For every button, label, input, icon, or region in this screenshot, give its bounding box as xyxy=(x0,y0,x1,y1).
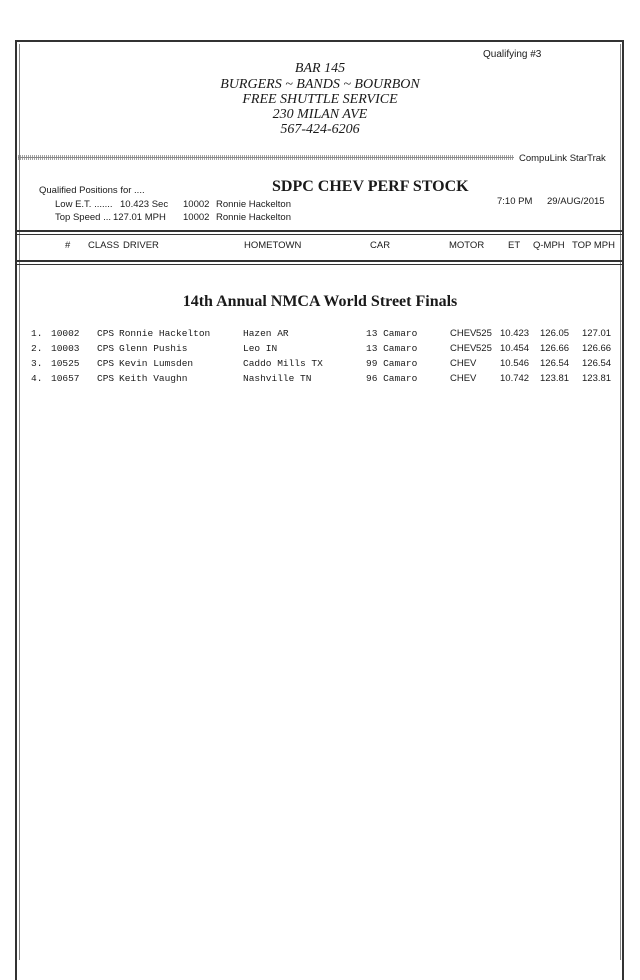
separator-line xyxy=(18,157,514,158)
row-position: 3. xyxy=(31,358,43,369)
row-driver: Ronnie Hackelton xyxy=(119,328,211,339)
row-motor: CHEV xyxy=(450,358,477,369)
row-et: 10.423 xyxy=(500,328,530,339)
row-position: 1. xyxy=(31,328,43,339)
col-qmph: Q-MPH xyxy=(533,240,565,251)
low-et-car: 10002 xyxy=(183,199,210,210)
table-row xyxy=(0,358,640,373)
row-motor: CHEV xyxy=(450,373,477,384)
col-car: CAR xyxy=(370,240,391,251)
row-cid: 525 xyxy=(476,328,492,339)
col-num: # xyxy=(65,240,71,251)
row-motor: CHEV xyxy=(450,343,477,354)
row-hometown: Caddo Mills TX xyxy=(243,358,323,369)
row-car: 13 Camaro xyxy=(366,328,418,339)
col-driver: DRIVER xyxy=(123,240,159,251)
header-rule-top-thin xyxy=(17,234,623,235)
row-car-number: 10525 xyxy=(51,358,80,369)
table-row xyxy=(0,328,640,343)
race-date: 29/AUG/2015 xyxy=(547,196,605,207)
ad-line-1: BAR 145 xyxy=(294,61,346,76)
row-et: 10.742 xyxy=(500,373,530,384)
row-topmph: 123.81 xyxy=(582,373,612,384)
system-label: CompuLink StarTrak xyxy=(519,153,606,164)
frame-rule-right xyxy=(620,44,621,960)
row-car-number: 10657 xyxy=(51,373,80,384)
top-speed-car: 10002 xyxy=(183,212,210,223)
row-class: CPS xyxy=(97,373,115,384)
race-time: 7:10 PM xyxy=(497,196,533,207)
class-title: SDPC CHEV PERF STOCK xyxy=(272,178,469,195)
low-et-driver: Ronnie Hackelton xyxy=(216,199,291,210)
event-title: 14th Annual NMCA World Street Finals xyxy=(182,293,458,310)
row-hometown: Leo IN xyxy=(243,343,278,354)
row-motor: CHEV xyxy=(450,328,477,339)
row-qmph: 126.54 xyxy=(540,358,570,369)
row-et: 10.454 xyxy=(500,343,530,354)
col-motor: MOTOR xyxy=(449,240,485,251)
top-speed-driver: Ronnie Hackelton xyxy=(216,212,291,223)
row-car-number: 10003 xyxy=(51,343,80,354)
row-car-number: 10002 xyxy=(51,328,80,339)
row-class: CPS xyxy=(97,343,115,354)
qualified-positions-label: Qualified Positions for .... xyxy=(39,185,145,196)
low-et-value: 10.423 Sec xyxy=(120,199,169,210)
col-topmph: TOP MPH xyxy=(572,240,615,251)
row-topmph: 126.54 xyxy=(582,358,612,369)
header-rule-top xyxy=(17,230,623,232)
ad-line-2: BURGERS ~ BANDS ~ BOURBON xyxy=(220,77,420,92)
row-qmph: 126.66 xyxy=(540,343,570,354)
row-cid: 525 xyxy=(476,343,492,354)
qualifying-label: Qualifying #3 xyxy=(483,49,542,60)
row-topmph: 127.01 xyxy=(582,328,612,339)
ad-line-4: 230 MILAN AVE xyxy=(272,107,368,122)
ad-line-5: 567-424-6206 xyxy=(280,122,360,137)
low-et-label: Low E.T. ....... xyxy=(55,199,113,210)
row-driver: Keith Vaughn xyxy=(119,373,188,384)
col-class: CLASS xyxy=(88,240,120,251)
frame-rule-left xyxy=(19,44,20,960)
row-hometown: Hazen AR xyxy=(243,328,289,339)
row-position: 2. xyxy=(31,343,43,354)
row-car: 96 Camaro xyxy=(366,373,418,384)
row-topmph: 126.66 xyxy=(582,343,612,354)
top-speed-value: 127.01 MPH xyxy=(113,212,166,223)
header-rule-bottom-thin xyxy=(17,264,623,265)
col-hometown: HOMETOWN xyxy=(244,240,302,251)
row-hometown: Nashville TN xyxy=(243,373,312,384)
header-rule-bottom xyxy=(17,260,623,262)
col-et: ET xyxy=(508,240,521,251)
row-car: 13 Camaro xyxy=(366,343,418,354)
table-row xyxy=(0,343,640,358)
row-qmph: 123.81 xyxy=(540,373,570,384)
row-class: CPS xyxy=(97,328,115,339)
row-qmph: 126.05 xyxy=(540,328,570,339)
row-car: 99 Camaro xyxy=(366,358,418,369)
row-driver: Glenn Pushis xyxy=(119,343,188,354)
table-row xyxy=(0,373,640,388)
row-class: CPS xyxy=(97,358,115,369)
row-et: 10.546 xyxy=(500,358,530,369)
row-driver: Kevin Lumsden xyxy=(119,358,194,369)
ad-line-3: FREE SHUTTLE SERVICE xyxy=(242,92,398,107)
row-position: 4. xyxy=(31,373,43,384)
top-speed-label: Top Speed ... xyxy=(55,212,111,223)
